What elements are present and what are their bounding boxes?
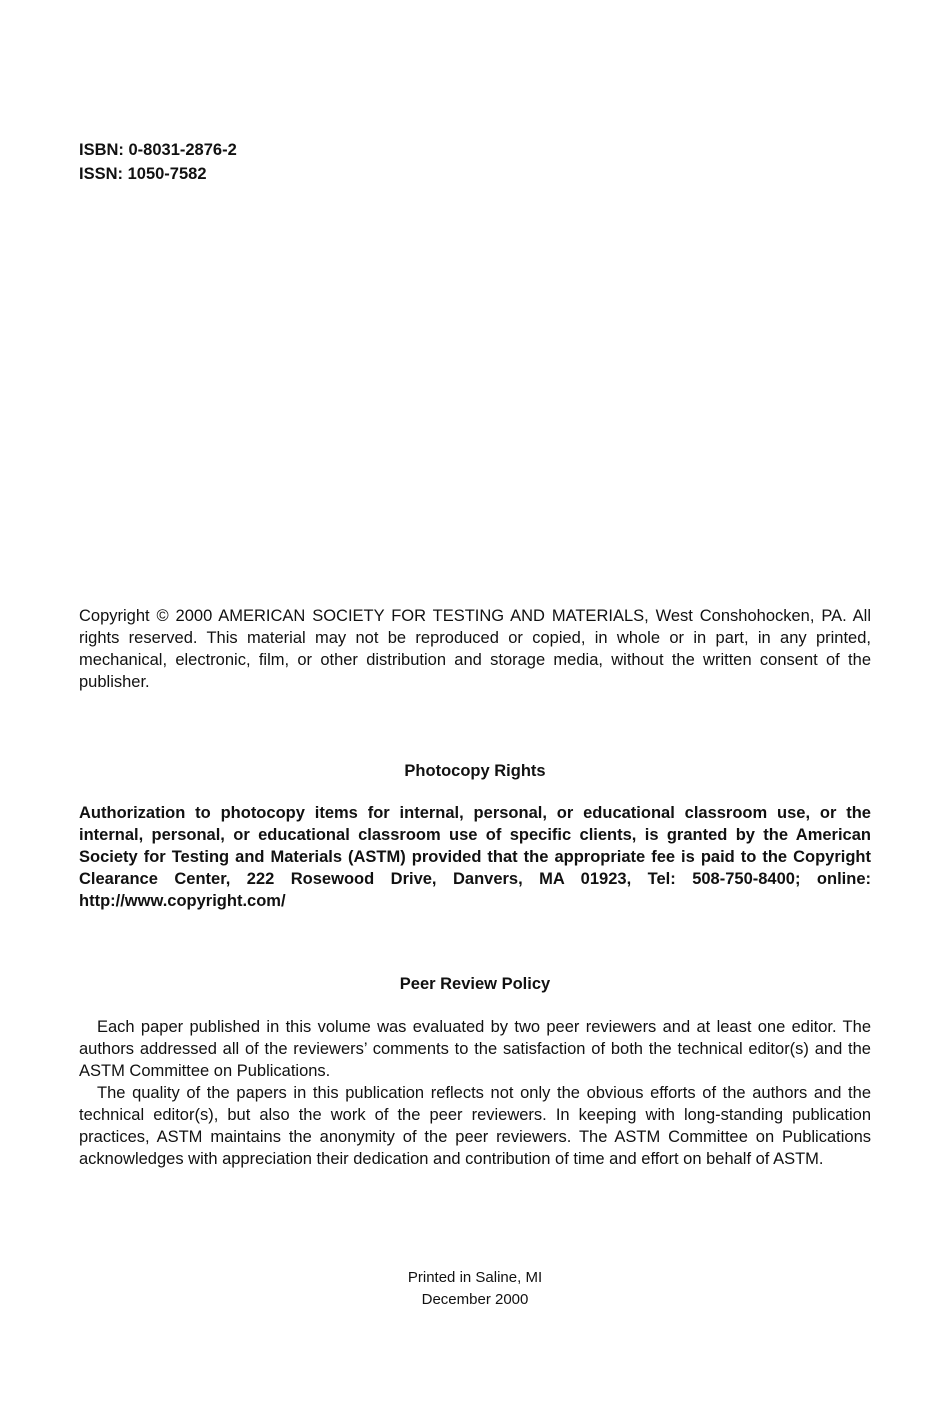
copyright-notice: Copyright © 2000 AMERICAN SOCIETY FOR TESTING AND MATERIALS, West Conshohocken, PA. All rights reserved. This material may not be reproduced or copied, in whole or in part, in any printed, mechanical, electronic, film, or other distribution and storage media, without the written consent of the publisher. — [79, 607, 871, 691]
photocopy-rights-body: Authorization to photocopy items for internal, personal, or educational classroom use, or the internal, personal, or educational classroom use of specific clients, is granted by the American Society for Testing and Materials (ASTM) provided that the appropriate fee is paid to the Copyright Clearance Center, 222 Rosewood Drive, Danvers, MA 01923, Tel: 508-750-8400; online: http://www.copyright.com/ — [79, 804, 871, 910]
photocopy-rights-heading: Photocopy Rights — [404, 762, 546, 780]
imprint-block — [0, 1267, 950, 1311]
peer-review-paragraph: Each paper published in this volume was evaluated by two peer reviewers and at least one editor. The authors addressed all of the reviewers’ comments to the satisfaction of both the technical editor(s) and the ASTM Committee on Publications. — [79, 1018, 871, 1080]
printed-date: December 2000 — [421, 1291, 529, 1308]
printed-location: Printed in Saline, MI — [407, 1269, 543, 1286]
peer-review-heading: Peer Review Policy — [399, 975, 551, 993]
issn-number: ISSN: 1050-7582 — [79, 165, 207, 183]
peer-review-paragraph: The quality of the papers in this publication reflects not only the obvious efforts of the authors and the technical editor(s), but also the work of the peer reviewers. In keeping with long-standing publication practices, ASTM maintains the anonymity of the peer reviewers. The ASTM Committee on Publications acknowledges with appreciation their dedication and contribution of time and effort on behalf of ASTM. — [79, 1084, 871, 1168]
isbn-number: ISBN: 0-8031-2876-2 — [79, 141, 237, 159]
publication-identifiers — [79, 138, 237, 186]
peer-review-body — [79, 1016, 871, 1170]
